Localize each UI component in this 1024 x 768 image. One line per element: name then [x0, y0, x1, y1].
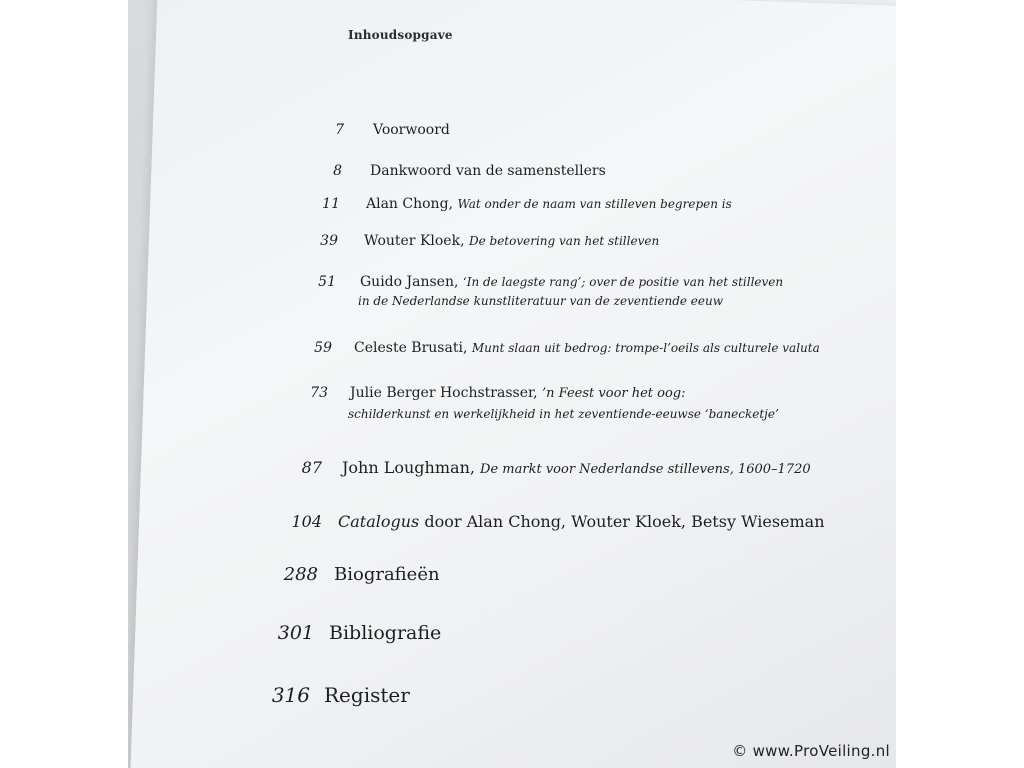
- entry-subtitle: De markt voor Nederlandse stillevens, 1600–1720: [480, 462, 811, 477]
- entry-author: Julie Berger Hochstrasser,: [350, 385, 538, 401]
- watermark: © www.ProVeiling.nl: [732, 742, 890, 760]
- entry-subtitle-line2: in de Nederlandse kunstliteratuur van de zeventiende eeuw: [358, 294, 724, 308]
- entry-title: [350, 385, 686, 401]
- toc-heading: Inhoudsopgave: [348, 28, 453, 42]
- entry-title: [366, 196, 732, 212]
- page-number: 301: [277, 622, 314, 644]
- entry-title: Bibliografie: [329, 622, 442, 644]
- page-number: 11: [322, 196, 340, 212]
- entry-author: Guido Jansen,: [360, 274, 459, 290]
- page-number: 51: [318, 274, 336, 290]
- entry-title: Biografieën: [334, 564, 440, 585]
- entry-authors: door Alan Chong, Wouter Kloek, Betsy Wieseman: [424, 512, 825, 531]
- entry-subtitle: De betovering van het stilleven: [468, 234, 660, 248]
- entry-title: [338, 512, 825, 531]
- entry-author: Wouter Kloek,: [364, 233, 465, 249]
- book-photo: [128, 0, 896, 768]
- page-number: 288: [283, 564, 318, 585]
- entry-title: [364, 233, 659, 249]
- entry-title: [354, 340, 820, 356]
- entry-subtitle: ‘In de laegste rang’; over de positie van het stilleven: [462, 275, 784, 289]
- entry-title: [360, 274, 783, 290]
- entry-title: Voorwoord: [373, 122, 450, 138]
- page-number: 73: [310, 385, 328, 401]
- page-number: 8: [333, 163, 342, 179]
- entry-subtitle-line2: schilderkunst en werkelijkheid in het zeventiende-eeuwse ‘banecketje’: [348, 407, 779, 421]
- entry-subtitle: Wat onder de naam van stilleven begrepen is: [457, 197, 732, 211]
- page-number: 59: [314, 340, 332, 356]
- entry-author: Alan Chong,: [366, 196, 453, 212]
- page-number: 316: [271, 683, 310, 707]
- entry-author: Celeste Brusati,: [354, 340, 468, 356]
- page-number: 39: [320, 233, 338, 249]
- page-number: 7: [335, 122, 344, 138]
- entry-subtitle: ’n Feest voor het oog:: [542, 386, 686, 401]
- entry-title: Register: [324, 683, 410, 707]
- entry-title: [342, 458, 811, 477]
- toc-page: [129, 0, 896, 768]
- page-number: 87: [301, 458, 322, 477]
- page-number: 104: [291, 512, 322, 531]
- entry-author: John Loughman,: [342, 458, 475, 477]
- entry-subtitle: Catalogus: [338, 512, 420, 531]
- entry-title: Dankwoord van de samenstellers: [370, 163, 606, 179]
- entry-subtitle: Munt slaan uit bedrog: trompe-l’oeils als culturele valuta: [471, 341, 820, 355]
